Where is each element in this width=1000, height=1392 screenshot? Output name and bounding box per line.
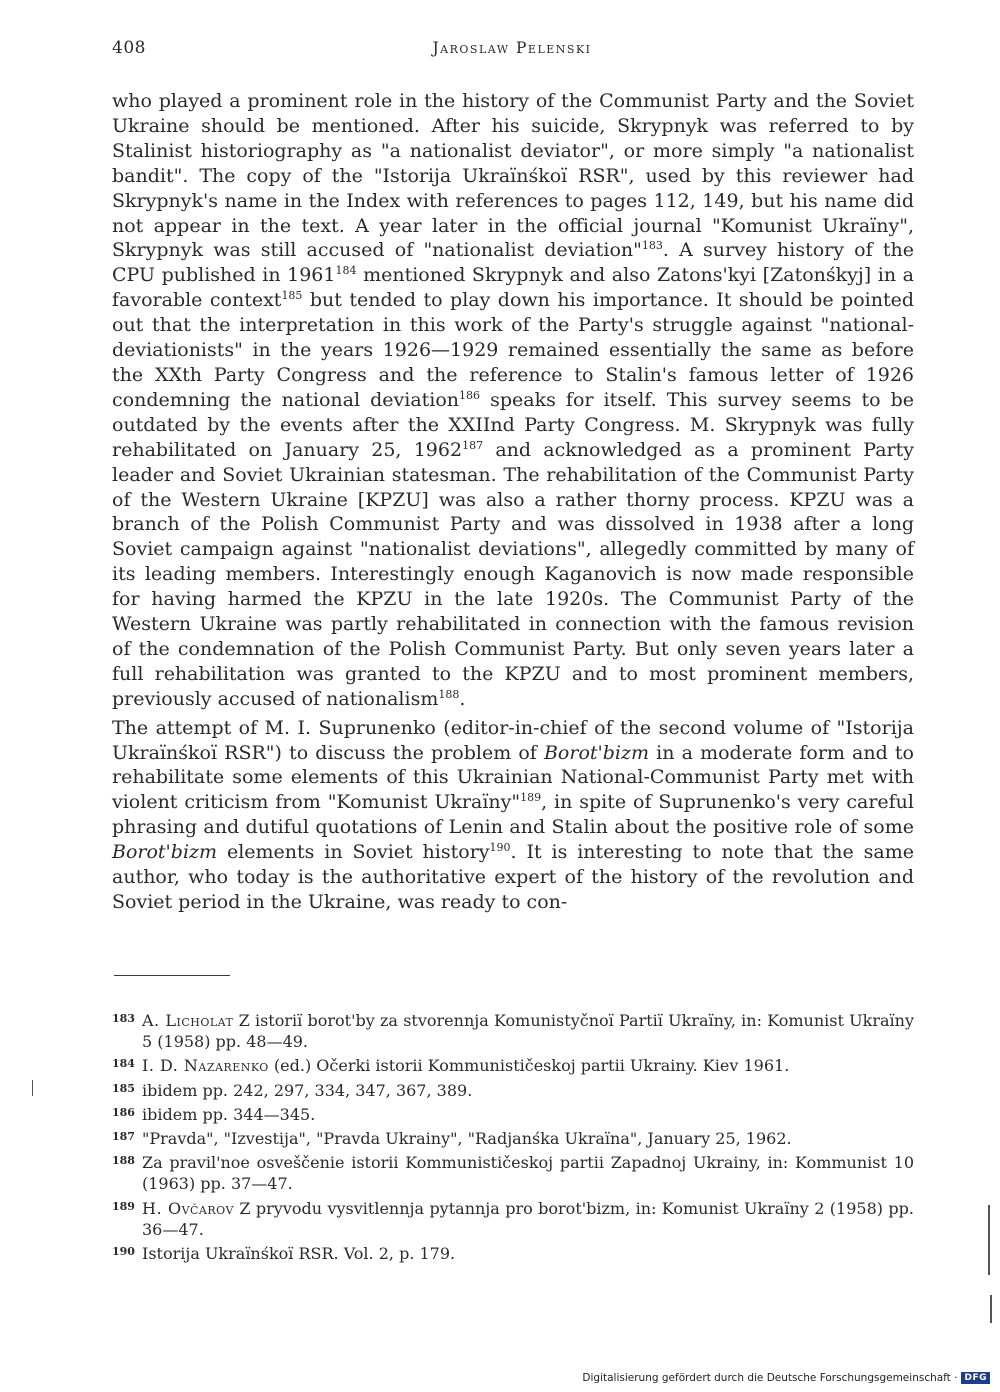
italic-term: Borot'bizm bbox=[112, 841, 218, 864]
margin-mark bbox=[988, 1205, 990, 1275]
footnote-ref-190: 190 bbox=[489, 841, 511, 855]
page-header bbox=[112, 38, 912, 64]
footnote-text: ibidem pp. 242, 297, 334, 347, 367, 389. bbox=[142, 1080, 473, 1100]
text-run: but tended to play down his importance. It should be pointed out that the interpretation in this work of the Party's struggle against "national-deviationists" in the years 1926—1929 remained essentially the same as before the XXth Party Congress and the reference to Stalin's famous letter of 1926 condemning the national deviation bbox=[112, 289, 914, 411]
text-run: . A survey history of the CPU published in 1961 bbox=[112, 239, 914, 287]
footnote-ref-189: 189 bbox=[520, 791, 542, 805]
footnote-text: Z pryvodu vysvitlennja pytannja pro borot'bizm, in: Komunist Ukraïny 2 (1958) pp. 36—47. bbox=[142, 1198, 914, 1239]
footnote bbox=[112, 1128, 914, 1149]
footnote bbox=[112, 1243, 914, 1264]
running-head: Jaroslaw Pelenski bbox=[432, 39, 592, 57]
footnote-author: H. Ovčarov bbox=[142, 1198, 234, 1218]
text-run: in a moderate form and to rehabilitate some elements of this Ukrainian National-Communist Party met with violent criticism from "Komunist Ukraïny" bbox=[112, 741, 914, 814]
text-run: The attempt of M. I. Suprunenko (editor-in-chief of the second volume of "Istorija Ukraïnśkoï RSR") to discuss the problem of bbox=[112, 716, 914, 764]
text-run: . bbox=[459, 687, 466, 710]
footnote bbox=[112, 1104, 914, 1125]
text-run: speaks for itself. This survey seems to be outdated by the events after the XXIInd Party Congress. M. Skrypnyk was fully rehabilitated on January 25, 1962 bbox=[112, 388, 914, 461]
footnote-ref-185: 185 bbox=[281, 289, 303, 303]
footnote-number: 187 bbox=[112, 1130, 135, 1144]
text-run: , in spite of Suprunenko's very careful phrasing and dutiful quotations of Lenin and Stalin about the positive role of some bbox=[112, 791, 914, 839]
dfg-logo-icon: DFG bbox=[961, 1372, 990, 1384]
footnote bbox=[112, 1152, 914, 1194]
text-run: mentioned Skrypnyk and also Zatons'kyi [Zatonśkyj] in a favorable context bbox=[112, 264, 914, 312]
footnote-author: I. D. Nazarenko bbox=[142, 1056, 269, 1076]
margin-mark bbox=[990, 1295, 992, 1323]
text-run: who played a prominent role in the history of the Communist Party and the Soviet Ukraine should be mentioned. After his suicide, Skrypnyk was referred to by Stalinist historiography as "a nationalist deviator", or more simply "a nationalist bandit". The copy of the "Istorija Ukraïnśkoï RSR", used by this reviewer had Skrypnyk's name in the Index with references to pages 112, 149, but his name did not appear in the text. A year later in the official journal "Komunist Ukraïny", Skrypnyk was still accused of "nationalist deviation" bbox=[112, 90, 914, 262]
footnote-number: 184 bbox=[112, 1057, 135, 1071]
footnote-text: (ed.) Očerki istorii Kommunističeskoj partii Ukrainy. Kiev 1961. bbox=[268, 1056, 790, 1076]
footnote-ref-187: 187 bbox=[462, 438, 484, 452]
footnote-text: Z istoriï borot'by za stvorennja Komunistyčnoï Partiï Ukraïny, in: Komunist Ukraïny 5 (1958) pp. 48—49. bbox=[142, 1011, 914, 1051]
text-run: . It is interesting to note that the same author, who today is the authoritative expert of the history of the revolution and Soviet period in the Ukraine, was ready to con- bbox=[112, 841, 914, 913]
footnote bbox=[112, 1080, 914, 1101]
italic-term: Borot'bizm bbox=[543, 741, 650, 764]
margin-mark bbox=[32, 1080, 33, 1096]
footnote-number: 186 bbox=[112, 1105, 135, 1119]
footnote-ref-188: 188 bbox=[438, 687, 460, 701]
footnote-text: Istorija Ukraïnśkoï RSR. Vol. 2, p. 179. bbox=[142, 1244, 456, 1264]
page-number: 408 bbox=[112, 38, 146, 58]
footnote-number: 183 bbox=[112, 1012, 135, 1025]
digitization-credit bbox=[582, 1370, 990, 1386]
text-run: and acknowledged as a prominent Party leader and Soviet Ukrainian statesman. The rehabilitation of the Communist Party of the Western Ukraine [KPZU] was also a rather thorny process. KPZU was a branch of the Polish Communist Party and was dissolved in 1938 after a long Soviet campaign against "nationalist deviations", allegedly committed by many of its leading members. Interestingly enough Kaganovich is now made responsible for having harmed the KPZU in the late 1920s. The Communist Party of the Western Ukraine was partly rehabilitated in connection with the famous revision of the condemnation of the Polish Communist Party. But only seven years later a full rehabilitation was granted to the KPZU and to most prominent members, previously accused of nationalism bbox=[112, 438, 914, 710]
footnote-separator bbox=[114, 975, 230, 976]
footnote-number: 188 bbox=[112, 1154, 135, 1168]
footnote bbox=[112, 1010, 914, 1052]
footnote bbox=[112, 1055, 914, 1076]
body-text bbox=[112, 89, 914, 915]
footnote-number: 190 bbox=[112, 1245, 135, 1259]
footnote-ref-183: 183 bbox=[641, 239, 663, 253]
footnote-text: ibidem pp. 344—345. bbox=[142, 1104, 316, 1124]
footnote-ref-184: 184 bbox=[335, 264, 357, 278]
footnote-text: "Pravda", "Izvestija", "Pravda Ukrainy", "Radjanśka Ukraïna", January 25, 1962. bbox=[142, 1129, 792, 1149]
footnote-number: 189 bbox=[112, 1199, 135, 1213]
paragraph-2 bbox=[112, 716, 914, 915]
footnote bbox=[112, 1198, 914, 1240]
footnotes bbox=[112, 1010, 914, 1267]
credit-text: Digitalisierung gefördert durch die Deutsche Forschungsgemeinschaft · bbox=[582, 1372, 958, 1384]
paragraph-1 bbox=[112, 89, 914, 712]
footnote-number: 185 bbox=[112, 1081, 135, 1095]
footnote-author: A. Licholat bbox=[142, 1011, 234, 1030]
footnote-ref-186: 186 bbox=[459, 388, 481, 402]
footnote-text: Za pravil'noe osveščenie istorii Kommunističeskoj partii Zapadnoj Ukrainy, in: Kommunist 10 (1963) pp. 37—47. bbox=[142, 1153, 914, 1194]
text-run: elements in Soviet history bbox=[217, 841, 490, 864]
